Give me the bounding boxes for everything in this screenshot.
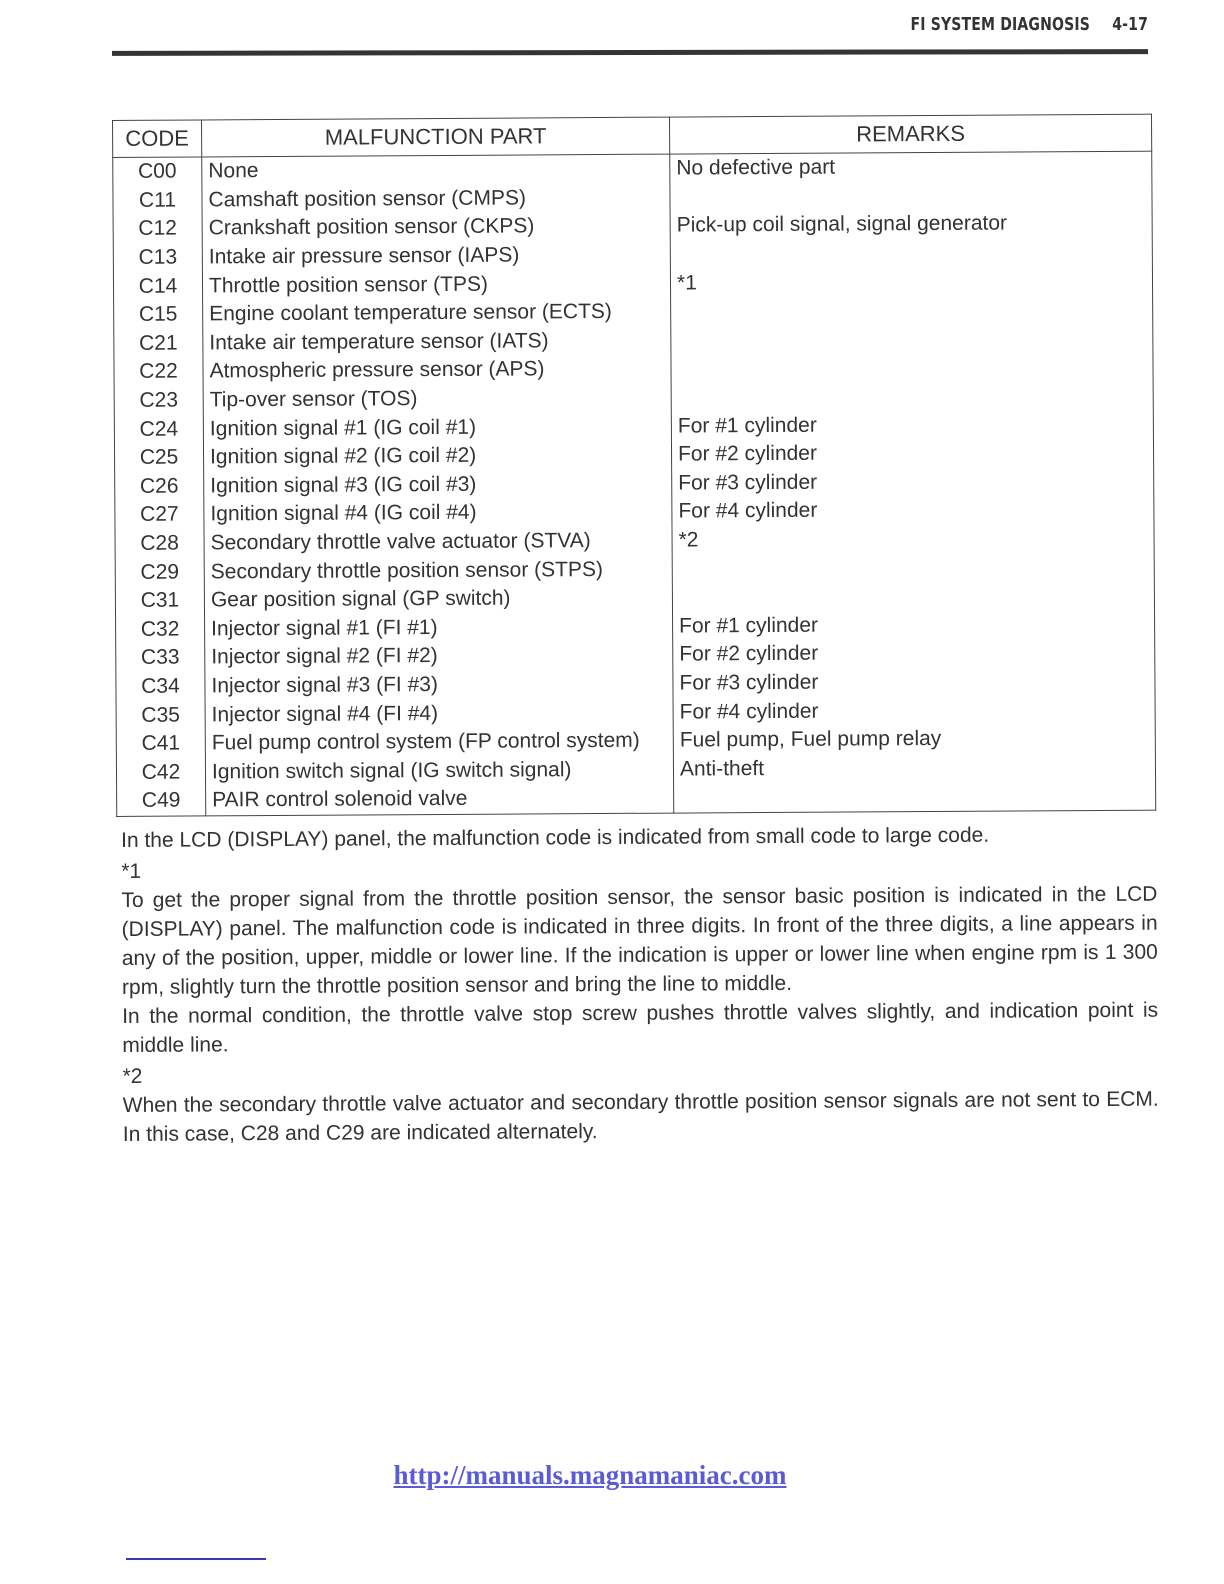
column-header-remarks: REMARKS [669, 114, 1151, 154]
code-cell: C22 [114, 358, 203, 387]
remarks-cell: Fuel pump, Fuel pump relay [673, 724, 1155, 756]
malfunction-part-cell: Ignition signal #1 (IG coil #1) [203, 412, 671, 443]
code-cell: C24 [114, 415, 203, 444]
remarks-cell [671, 352, 1153, 384]
malfunction-part-cell: Fuel pump control system (FP control system) [205, 726, 673, 757]
malfunction-part-cell: Intake air temperature sensor (IATS) [203, 326, 671, 357]
code-cell: C28 [115, 529, 204, 558]
section-title: FI SYSTEM DIAGNOSIS [910, 14, 1091, 35]
remarks-cell: For #3 cylinder [673, 666, 1155, 698]
code-cell: C23 [114, 386, 203, 415]
remarks-cell [671, 295, 1153, 327]
code-cell: C00 [113, 157, 202, 187]
remarks-cell [674, 781, 1156, 813]
table-header-row [113, 114, 1152, 157]
malfunction-part-cell: Injector signal #2 (FI #2) [205, 641, 673, 672]
malfunction-part-cell: Injector signal #1 (FI #1) [205, 612, 673, 643]
table-row [117, 781, 1156, 816]
footer-website-link[interactable]: http://manuals.magnamaniac.com [393, 1460, 787, 1490]
code-cell: C26 [115, 472, 204, 501]
malfunction-part-cell: Tip-over sensor (TOS) [203, 383, 671, 414]
column-header-code: CODE [113, 120, 202, 158]
code-cell: C35 [116, 701, 205, 730]
remarks-cell: For #1 cylinder [671, 409, 1153, 441]
malfunction-part-cell: Camshaft position sensor (CMPS) [202, 183, 670, 214]
malfunction-part-cell: Injector signal #3 (FI #3) [205, 669, 673, 700]
malfunction-part-cell: Secondary throttle valve actuator (STVA) [204, 526, 672, 557]
remarks-cell: For #3 cylinder [672, 466, 1154, 498]
malfunction-part-cell: Intake air pressure sensor (IAPS) [202, 240, 670, 271]
remarks-cell: *1 [670, 266, 1152, 298]
remarks-cell [672, 552, 1154, 584]
code-cell: C31 [115, 586, 204, 615]
code-cell: C12 [113, 215, 202, 244]
malfunction-part-cell: Engine coolant temperature sensor (ECTS) [203, 298, 671, 329]
code-cell: C29 [115, 558, 204, 587]
malfunction-part-cell: Injector signal #4 (FI #4) [205, 698, 673, 729]
code-cell: C21 [114, 329, 203, 358]
remarks-cell: For #1 cylinder [673, 609, 1155, 641]
page-header [253, 14, 1148, 35]
remarks-cell [671, 380, 1153, 412]
code-cell: C11 [113, 186, 202, 215]
malfunction-code-table [112, 114, 1156, 817]
malfunction-part-cell: None [202, 154, 670, 186]
remarks-cell [670, 180, 1152, 212]
note1-paragraph-2: In the normal condition, the throttle valve stop screw pushes throttle valves slightly, and indication point is middle line. [122, 998, 1159, 1057]
code-cell: C15 [114, 300, 203, 329]
page-number: 4-17 [1112, 14, 1148, 35]
remarks-cell: Pick-up coil signal, signal generator [670, 209, 1152, 241]
code-cell: C27 [115, 501, 204, 530]
code-cell: C32 [116, 615, 205, 644]
notes-intro: In the LCD (DISPLAY) panel, the malfunction code is indicated from small code to large code. [121, 823, 990, 852]
malfunction-part-cell: Gear position signal (GP switch) [204, 583, 672, 614]
code-cell: C42 [116, 758, 205, 787]
remarks-cell: Anti-theft [673, 752, 1155, 784]
remarks-cell: No defective part [670, 151, 1152, 183]
remarks-cell [672, 581, 1154, 613]
header-rule [112, 49, 1148, 56]
malfunction-part-cell: Crankshaft position sensor (CKPS) [202, 212, 670, 243]
code-cell: C34 [116, 672, 205, 701]
malfunction-part-cell: PAIR control solenoid valve [206, 784, 674, 816]
code-cell: C33 [116, 644, 205, 673]
note2-marker: *2 [122, 1064, 143, 1088]
malfunction-part-cell: Ignition signal #2 (IG coil #2) [203, 441, 671, 472]
code-cell: C25 [114, 443, 203, 472]
remarks-cell: For #4 cylinder [673, 695, 1155, 727]
note1-paragraph-1: To get the proper signal from the throttle position sensor, the sensor basic position is indicated in the LCD (DISPLAY) panel. The malfunction code is indicated in three digits. In front of the three digits, a line appears in any of the position, upper, middle or lower line. If the indication is upper or lower line when engine rpm is 1 300 rpm, slightly turn the throttle position sensor and bring the line to middle. [121, 882, 1158, 999]
remarks-cell [671, 323, 1153, 355]
remarks-cell: *2 [672, 523, 1154, 555]
malfunction-part-cell: Throttle position sensor (TPS) [202, 269, 670, 300]
note2-paragraph: When the secondary throttle valve actuator and secondary throttle position sensor signals are not sent to ECM. In this case, C28 and C29 are indicated alternately. [122, 1087, 1159, 1146]
note1-marker: *1 [121, 859, 142, 883]
malfunction-part-cell: Ignition switch signal (IG switch signal) [205, 755, 673, 786]
malfunction-part-cell: Secondary throttle position sensor (STPS) [204, 555, 672, 586]
notes-section [121, 820, 1159, 1149]
malfunction-part-cell: Ignition signal #4 (IG coil #4) [204, 498, 672, 529]
malfunction-part-cell: Ignition signal #3 (IG coil #3) [204, 469, 672, 500]
column-header-malfunction-part: MALFUNCTION PART [202, 117, 670, 157]
code-cell: C41 [116, 729, 205, 758]
code-cell: C14 [113, 272, 202, 301]
malfunction-part-cell: Atmospheric pressure sensor (APS) [203, 355, 671, 386]
remarks-cell: For #2 cylinder [671, 438, 1153, 470]
table-body [113, 151, 1156, 816]
footer-divider [126, 1558, 266, 1560]
code-cell: C13 [113, 243, 202, 272]
remarks-cell: For #2 cylinder [673, 638, 1155, 670]
code-cell: C49 [117, 787, 206, 817]
remarks-cell: For #4 cylinder [672, 495, 1154, 527]
remarks-cell [670, 237, 1152, 269]
